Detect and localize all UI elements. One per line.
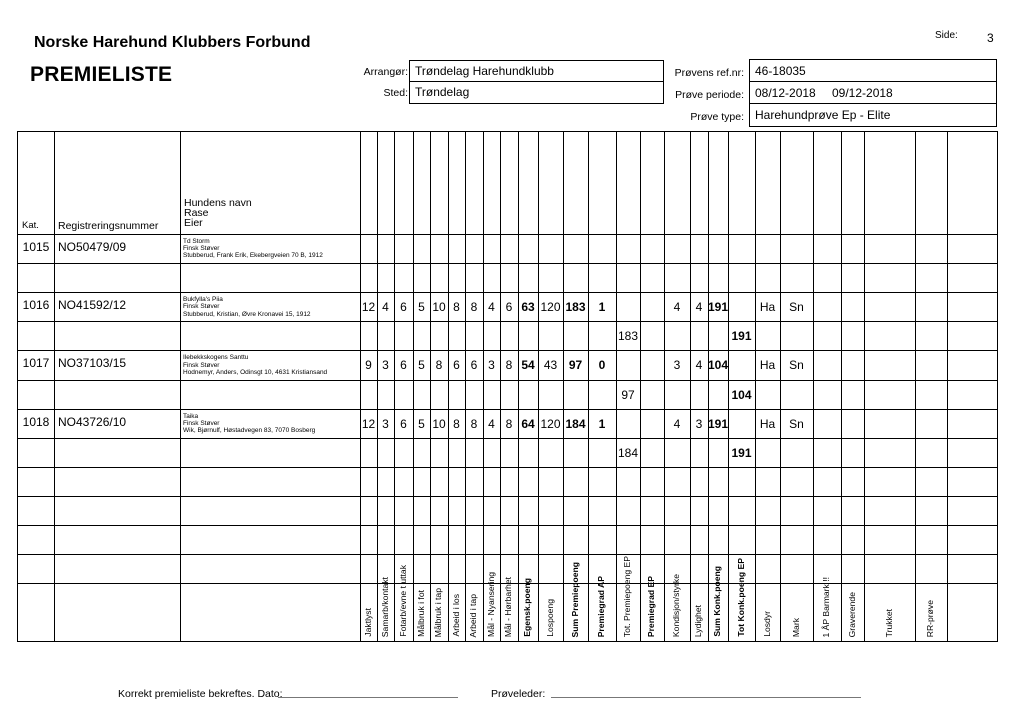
period-label: Prøve periode: [675, 89, 744, 101]
tot-konk-poeng-ep-cell: 104 [731, 387, 752, 402]
score-cell: 10 [432, 300, 446, 315]
score-cell: Ha [759, 358, 776, 373]
column-header: Lospoeng [544, 599, 555, 637]
arranger-field: Trøndelag Harehundklubb [415, 64, 554, 78]
column-header: Jaktlyst [362, 608, 373, 637]
column-header: Arbeid i tap [468, 593, 478, 637]
column-header: Premiegrad EP [646, 575, 656, 637]
score-cell: 4 [673, 416, 681, 431]
column-header: Lydighet [693, 604, 703, 637]
score-cell: 4 [695, 300, 703, 315]
column-header: Målbruk i fot [415, 590, 426, 637]
row-divider [18, 292, 997, 293]
score-cell: Sn [789, 300, 804, 315]
score-cell: 6 [453, 358, 460, 373]
score-cell: 43 [543, 358, 558, 373]
score-cell: 63 [521, 300, 535, 315]
score-cell: 3 [695, 416, 703, 431]
column-header: Mål - Hørbarhet [503, 576, 513, 637]
row-divider [18, 438, 997, 439]
leader-label: Prøveleder: [491, 688, 546, 700]
row-divider [18, 350, 997, 351]
score-cell: 184 [565, 416, 586, 431]
column-divider [728, 132, 729, 641]
score-cell: 3 [382, 416, 389, 431]
column-divider [640, 132, 641, 641]
arranger-label: Arrangør: [363, 66, 408, 78]
reg-header: Registreringsnummer [58, 220, 159, 232]
score-cell: 9 [365, 358, 372, 373]
page-number-label: Side: [935, 30, 958, 41]
column-divider [915, 132, 916, 641]
arranger-box [409, 60, 664, 104]
column-divider [430, 132, 431, 641]
column-header: Losdyr [761, 611, 772, 637]
score-cell: 191 [708, 300, 729, 315]
score-cell: 120 [540, 416, 561, 431]
column-divider [616, 132, 617, 641]
entry-reg: NO41592/12 [58, 298, 127, 313]
score-cell: 12 [361, 416, 376, 431]
column-header: Kondisjon/styrke [671, 573, 681, 637]
score-cell: 54 [521, 358, 535, 373]
row-divider [18, 380, 997, 381]
date-signature-line[interactable] [278, 697, 458, 698]
tot-konk-poeng-ep-cell: 191 [731, 329, 752, 344]
column-header: Premiegrad AP [596, 575, 606, 637]
column-divider [518, 132, 519, 641]
entry-dog-info: Bukfylla's Piia Finsk Støver Stubberud, Kristian, Øvre Kronavei 15, 1912 [183, 296, 311, 318]
score-cell: 97 [568, 358, 583, 373]
score-cell: 120 [540, 300, 561, 315]
column-header: Arbeid i los [450, 594, 461, 637]
column-divider [180, 132, 181, 641]
score-cell: 4 [673, 300, 681, 315]
score-cell: 8 [453, 416, 460, 431]
score-cell: 8 [435, 358, 443, 373]
column-header: Tot Konk.poeng EP [735, 558, 746, 637]
column-divider [413, 132, 414, 641]
score-cell: 4 [488, 416, 495, 431]
entry-reg: NO43726/10 [58, 414, 127, 429]
entry-reg: NO37103/15 [58, 356, 127, 371]
column-header: Mål - Nyansering [485, 572, 496, 637]
score-cell: Ha [759, 416, 776, 431]
column-divider [947, 132, 948, 641]
entry-kat: 1018 [22, 414, 50, 429]
score-cell: 8 [453, 300, 460, 315]
column-divider [377, 132, 378, 641]
score-cell: 191 [708, 416, 729, 431]
score-cell: 183 [565, 300, 586, 315]
column-divider [563, 132, 564, 641]
column-header: Tot. Premiepoeng EP [622, 555, 632, 637]
place-label: Sted: [383, 87, 408, 99]
entry-kat: 1017 [22, 356, 50, 371]
row-divider [18, 467, 997, 468]
entry-reg: NO50479/09 [58, 240, 127, 254]
entry-kat: 1016 [22, 298, 50, 313]
score-cell: 8 [470, 300, 478, 315]
score-cell: 64 [521, 416, 535, 431]
row-divider [18, 263, 997, 264]
score-cell: 3 [488, 358, 495, 373]
column-divider [780, 132, 781, 641]
column-divider [813, 132, 814, 641]
column-divider [864, 132, 865, 641]
column-header: Samarb/kontakt [379, 576, 390, 637]
score-cell: 6 [470, 358, 478, 373]
tot-premiepoeng-ep-cell: 184 [617, 445, 639, 460]
column-header: Mark [790, 617, 801, 637]
column-header: Fotarb/evne t uttak [397, 565, 408, 637]
tot-konk-poeng-ep-cell: 191 [731, 445, 752, 460]
column-header: RR-prøve [925, 599, 935, 637]
dog-header-1: Rase [184, 207, 209, 219]
column-header: Målbruk i tap [433, 587, 443, 637]
entry-dog-info: Ilebekkskogens Santtu Finsk Støver Hodnemyr, Anders, Odinsgt 10, 4631 Kristiansand [183, 354, 328, 376]
column-divider [755, 132, 756, 641]
column-divider [54, 132, 55, 641]
column-header: Graverende [846, 591, 857, 637]
type-field: Harehundprøve Ep - Elite [755, 108, 891, 122]
row-divider [18, 409, 997, 410]
score-cell: 1 [598, 416, 606, 431]
column-header: Sum Konk.poeng [712, 566, 722, 637]
score-cell: 12 [361, 300, 376, 315]
score-cell: 10 [432, 416, 446, 431]
score-cell: 6 [400, 416, 407, 431]
score-cell: 3 [673, 358, 681, 373]
kat-header: Kat. [22, 220, 39, 231]
score-cell: 1 [598, 300, 606, 315]
ref-label: Prøvens ref.nr: [674, 67, 744, 79]
score-cell: 4 [695, 358, 703, 373]
header-divider [18, 234, 997, 235]
score-cell: 4 [488, 300, 495, 315]
score-cell: 8 [505, 358, 513, 373]
score-cell: Sn [789, 358, 804, 373]
score-cell: Sn [789, 416, 804, 431]
page-title: PREMIELISTE [30, 63, 173, 86]
score-cell: 5 [418, 358, 425, 373]
type-label: Prøve type: [690, 111, 744, 123]
score-cell: 8 [470, 416, 478, 431]
dog-header-0: Hundens navn [184, 197, 252, 209]
row-divider [18, 321, 997, 322]
column-divider [841, 132, 842, 641]
row-divider [18, 525, 997, 526]
score-cell: 5 [418, 300, 425, 315]
score-cell: 4 [382, 300, 389, 315]
score-cell: 6 [400, 300, 407, 315]
score-cell: 104 [708, 358, 729, 373]
column-divider [448, 132, 449, 641]
period-from-field: 08/12-2018 [755, 86, 816, 100]
entry-kat: 1015 [22, 240, 50, 254]
column-divider [588, 132, 589, 641]
column-divider [664, 132, 665, 641]
organization-name: Norske Harehund Klubbers Forbund [34, 34, 311, 51]
column-header: Sum Premiepoeng [569, 561, 580, 637]
score-cell: Ha [759, 300, 776, 315]
entry-dog-info: Taika Finsk Støver Wik, Bjørnulf, Høstadvegen 83, 7070 Bosberg [183, 412, 316, 434]
row-divider [18, 496, 997, 497]
column-divider [538, 132, 539, 641]
column-divider [394, 132, 395, 641]
trial-info-box [749, 59, 997, 127]
score-cell: 6 [505, 300, 513, 315]
score-cell: 0 [598, 358, 606, 373]
column-divider [690, 132, 691, 641]
score-cell: 5 [418, 416, 425, 431]
column-header: Egensk.poeng [522, 578, 532, 637]
column-divider [500, 132, 501, 641]
confirm-label: Korrekt premieliste bekreftes. Dato: [118, 688, 283, 700]
page-number: 3 [987, 31, 994, 45]
score-cell: 8 [505, 416, 513, 431]
score-cell: 3 [382, 358, 389, 373]
place-field: Trøndelag [415, 85, 470, 99]
column-header: Trukket [883, 608, 894, 637]
entry-dog-info: Td Storm Finsk Støver Stubberud, Frank Erik, Ekebergveien 70 B, 1912 [183, 238, 323, 260]
column-divider [360, 132, 361, 641]
ref-field: 46-18035 [755, 64, 806, 78]
score-cell: 6 [400, 358, 407, 373]
dog-header-2: Eier [184, 217, 203, 229]
results-table [17, 131, 998, 642]
leader-signature-line[interactable] [551, 697, 861, 698]
column-divider [708, 132, 709, 641]
column-divider [483, 132, 484, 641]
column-header: 1 ÅP Barmark !! [821, 576, 831, 637]
row-divider [18, 554, 997, 555]
tot-premiepoeng-ep-cell: 183 [617, 329, 639, 344]
column-divider [465, 132, 466, 641]
tot-premiepoeng-ep-cell: 97 [621, 387, 635, 402]
period-to-field: 09/12-2018 [832, 86, 893, 100]
